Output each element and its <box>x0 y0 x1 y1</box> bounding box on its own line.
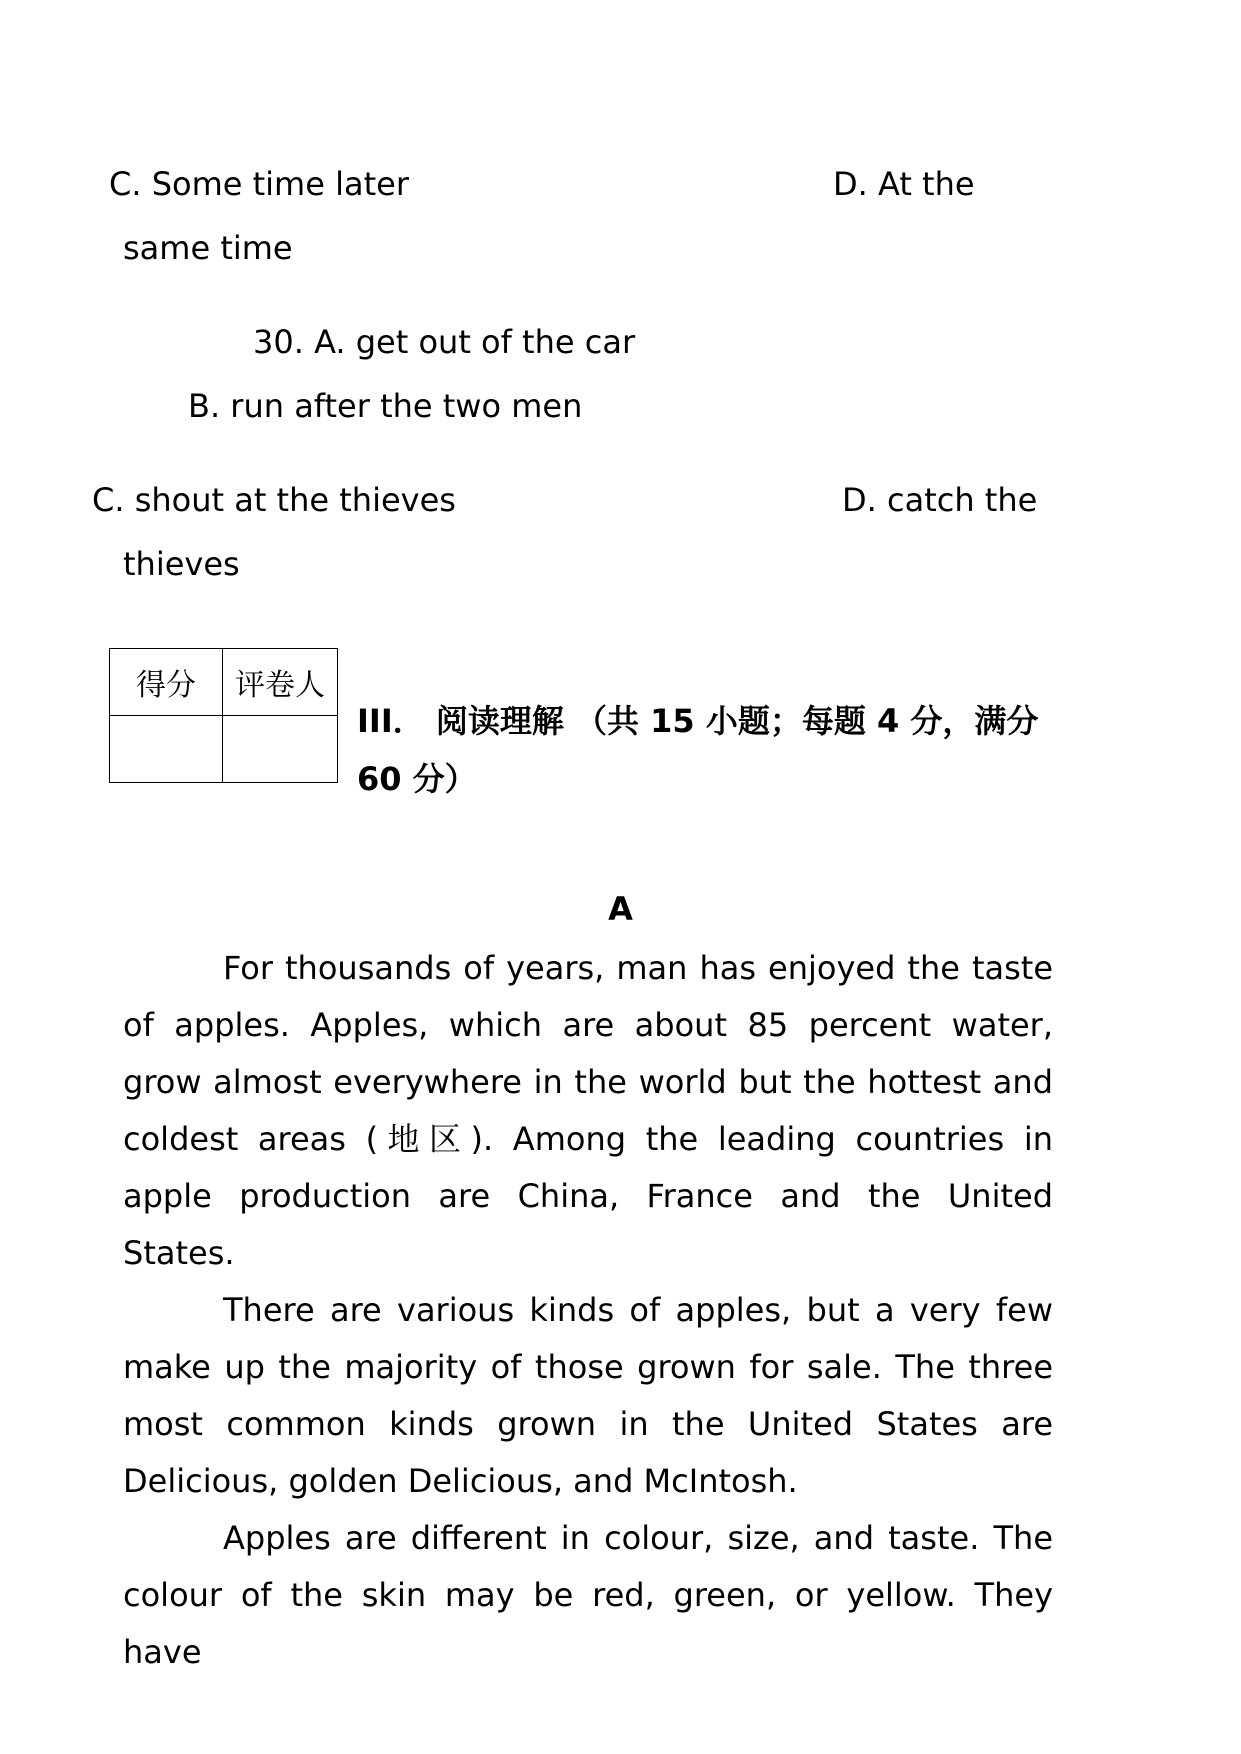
score-table <box>109 648 338 783</box>
q30-option-b: B. run after the two men <box>188 387 583 425</box>
passage-paragraph: There are various kinds of apples, but a very few make up the majority of those grown for sale. The three most common kinds grown in the United States are Delicious, golden Delicious, and McIntosh. <box>123 1291 1053 1500</box>
score-cell[interactable] <box>110 716 223 783</box>
q30-option-c: C. shout at the thieves <box>92 481 456 519</box>
score-label: 得分 <box>110 649 223 716</box>
passage-title: A <box>608 890 633 928</box>
passage-body <box>123 940 1053 1681</box>
section-heading: III． 阅读理解 （共 15 小题；每题 4 分，满分 60 分） <box>357 702 1039 798</box>
q30-option-d-continued: thieves <box>123 545 240 583</box>
q29-option-d: D. At the <box>833 165 975 203</box>
q29-option-d-continued: same time <box>123 229 293 267</box>
q30-option-d: D. catch the <box>842 481 1038 519</box>
grader-label: 评卷人 <box>223 649 338 716</box>
q29-option-c: C. Some time later <box>109 165 409 203</box>
q30-option-a: 30. A. get out of the car <box>253 323 636 361</box>
grader-cell[interactable] <box>223 716 338 783</box>
passage-paragraph: For thousands of years, man has enjoyed the taste of apples. Apples, which are about 85 percent water, grow almost everywhere in the world but the hottest and coldest areas (地区). Among the leading countries in apple production are China, France and the United States. <box>123 949 1053 1272</box>
passage-paragraph: Apples are different in colour, size, and taste. The colour of the skin may be red, green, or yellow. They have <box>123 1519 1053 1671</box>
